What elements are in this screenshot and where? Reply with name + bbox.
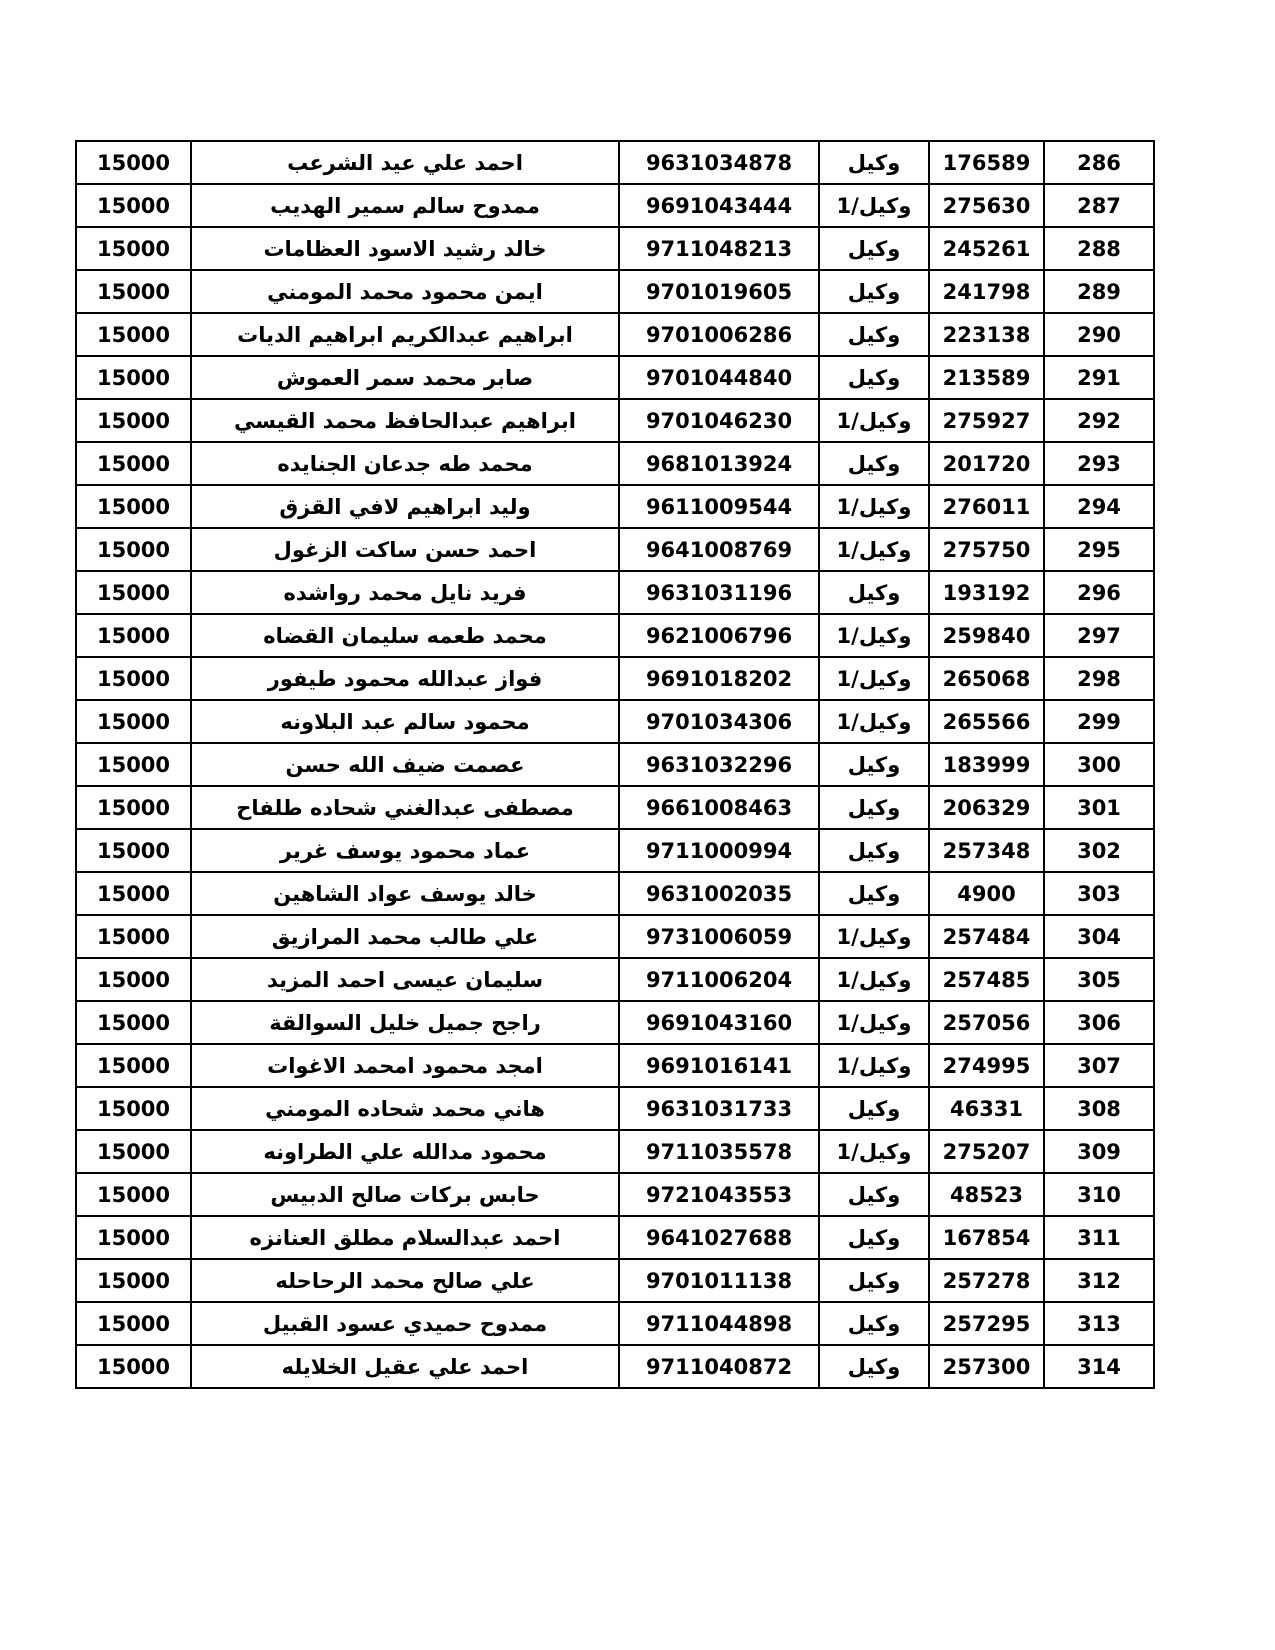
table-row (76, 1173, 1154, 1216)
cell-rank: وكيل (819, 786, 929, 829)
cell-national_id: 9711044898 (619, 1302, 819, 1345)
cell-serial: 287 (1044, 184, 1154, 227)
cell-rank: وكيل (819, 829, 929, 872)
cell-rank: وكيل/1 (819, 1001, 929, 1044)
cell-national_id: 9691043160 (619, 1001, 819, 1044)
cell-serial: 310 (1044, 1173, 1154, 1216)
cell-serial: 288 (1044, 227, 1154, 270)
cell-rank: وكيل (819, 313, 929, 356)
cell-name: سليمان عيسى احمد المزيد (191, 958, 619, 1001)
cell-number: 276011 (929, 485, 1044, 528)
cell-name: امجد محمود امحمد الاغوات (191, 1044, 619, 1087)
table-row (76, 1001, 1154, 1044)
cell-serial: 297 (1044, 614, 1154, 657)
table-row (76, 270, 1154, 313)
personnel-table (75, 140, 1155, 1389)
cell-national_id: 9621006796 (619, 614, 819, 657)
cell-rank: وكيل/1 (819, 1044, 929, 1087)
cell-number: 48523 (929, 1173, 1044, 1216)
cell-amount: 15000 (76, 1087, 191, 1130)
cell-serial: 308 (1044, 1087, 1154, 1130)
cell-number: 257300 (929, 1345, 1044, 1388)
table-row (76, 1087, 1154, 1130)
cell-name: محمد طه جدعان الجنايده (191, 442, 619, 485)
cell-amount: 15000 (76, 700, 191, 743)
cell-amount: 15000 (76, 1173, 191, 1216)
cell-amount: 15000 (76, 485, 191, 528)
cell-national_id: 9631031733 (619, 1087, 819, 1130)
table-row (76, 528, 1154, 571)
cell-name: راجح جميل خليل السوالقة (191, 1001, 619, 1044)
cell-number: 167854 (929, 1216, 1044, 1259)
cell-serial: 296 (1044, 571, 1154, 614)
cell-amount: 15000 (76, 141, 191, 184)
cell-name: محمود سالم عبد البلاونه (191, 700, 619, 743)
table-row (76, 829, 1154, 872)
cell-number: 176589 (929, 141, 1044, 184)
cell-number: 213589 (929, 356, 1044, 399)
cell-national_id: 9711040872 (619, 1345, 819, 1388)
cell-rank: وكيل/1 (819, 399, 929, 442)
cell-amount: 15000 (76, 958, 191, 1001)
cell-name: مصطفى عبدالغني شحاده طلفاح (191, 786, 619, 829)
cell-national_id: 9701034306 (619, 700, 819, 743)
cell-rank: وكيل/1 (819, 915, 929, 958)
table-row (76, 872, 1154, 915)
cell-rank: وكيل/1 (819, 485, 929, 528)
cell-serial: 289 (1044, 270, 1154, 313)
cell-name: هاني محمد شحاده المومني (191, 1087, 619, 1130)
cell-national_id: 9721043553 (619, 1173, 819, 1216)
cell-rank: وكيل/1 (819, 614, 929, 657)
cell-serial: 292 (1044, 399, 1154, 442)
cell-serial: 293 (1044, 442, 1154, 485)
cell-name: حابس بركات صالح الدبيس (191, 1173, 619, 1216)
table-row (76, 571, 1154, 614)
cell-number: 257295 (929, 1302, 1044, 1345)
cell-number: 245261 (929, 227, 1044, 270)
cell-name: فريد نايل محمد رواشده (191, 571, 619, 614)
table-row (76, 141, 1154, 184)
cell-number: 275207 (929, 1130, 1044, 1173)
cell-rank: وكيل (819, 141, 929, 184)
table-row (76, 356, 1154, 399)
cell-name: ايمن محمود محمد المومني (191, 270, 619, 313)
cell-name: ابراهيم عبدالحافظ محمد القيسي (191, 399, 619, 442)
cell-serial: 290 (1044, 313, 1154, 356)
cell-name: احمد علي عيد الشرعب (191, 141, 619, 184)
cell-number: 241798 (929, 270, 1044, 313)
cell-amount: 15000 (76, 829, 191, 872)
cell-serial: 301 (1044, 786, 1154, 829)
table-row (76, 614, 1154, 657)
table-row (76, 399, 1154, 442)
cell-name: ممدوح سالم سمير الهديب (191, 184, 619, 227)
cell-rank: وكيل/1 (819, 958, 929, 1001)
cell-number: 274995 (929, 1044, 1044, 1087)
cell-serial: 294 (1044, 485, 1154, 528)
cell-amount: 15000 (76, 399, 191, 442)
cell-serial: 307 (1044, 1044, 1154, 1087)
cell-national_id: 9631034878 (619, 141, 819, 184)
cell-name: علي صالح محمد الرحاحله (191, 1259, 619, 1302)
table-row (76, 1302, 1154, 1345)
cell-name: محمد طعمه سليمان القضاه (191, 614, 619, 657)
cell-national_id: 9701019605 (619, 270, 819, 313)
cell-rank: وكيل (819, 227, 929, 270)
cell-national_id: 9641008769 (619, 528, 819, 571)
cell-name: احمد حسن ساكت الزغول (191, 528, 619, 571)
cell-serial: 299 (1044, 700, 1154, 743)
table-row (76, 1216, 1154, 1259)
table-row (76, 313, 1154, 356)
cell-national_id: 9631002035 (619, 872, 819, 915)
cell-rank: وكيل/1 (819, 184, 929, 227)
table-row (76, 915, 1154, 958)
cell-number: 259840 (929, 614, 1044, 657)
cell-number: 257278 (929, 1259, 1044, 1302)
cell-rank: وكيل (819, 270, 929, 313)
cell-name: ممدوح حميدي عسود القبيل (191, 1302, 619, 1345)
cell-serial: 313 (1044, 1302, 1154, 1345)
cell-rank: وكيل (819, 1087, 929, 1130)
table-row (76, 1130, 1154, 1173)
table-row (76, 485, 1154, 528)
cell-name: فواز عبدالله محمود طيفور (191, 657, 619, 700)
table-row (76, 184, 1154, 227)
cell-number: 206329 (929, 786, 1044, 829)
cell-amount: 15000 (76, 1130, 191, 1173)
cell-serial: 304 (1044, 915, 1154, 958)
cell-amount: 15000 (76, 786, 191, 829)
cell-rank: وكيل/1 (819, 700, 929, 743)
cell-national_id: 9701011138 (619, 1259, 819, 1302)
cell-rank: وكيل (819, 442, 929, 485)
cell-serial: 309 (1044, 1130, 1154, 1173)
cell-national_id: 9691043444 (619, 184, 819, 227)
cell-number: 275750 (929, 528, 1044, 571)
cell-serial: 312 (1044, 1259, 1154, 1302)
cell-name: خالد يوسف عواد الشاهين (191, 872, 619, 915)
cell-amount: 15000 (76, 1302, 191, 1345)
cell-number: 183999 (929, 743, 1044, 786)
cell-amount: 15000 (76, 528, 191, 571)
cell-national_id: 9631032296 (619, 743, 819, 786)
cell-number: 223138 (929, 313, 1044, 356)
cell-national_id: 9661008463 (619, 786, 819, 829)
cell-serial: 286 (1044, 141, 1154, 184)
cell-number: 46331 (929, 1087, 1044, 1130)
cell-amount: 15000 (76, 1216, 191, 1259)
cell-amount: 15000 (76, 1345, 191, 1388)
table-row (76, 442, 1154, 485)
table-row (76, 700, 1154, 743)
cell-number: 257485 (929, 958, 1044, 1001)
cell-rank: وكيل (819, 872, 929, 915)
cell-number: 201720 (929, 442, 1044, 485)
cell-amount: 15000 (76, 184, 191, 227)
cell-national_id: 9711006204 (619, 958, 819, 1001)
cell-amount: 15000 (76, 442, 191, 485)
personnel-table-body (76, 141, 1154, 1388)
cell-national_id: 9711035578 (619, 1130, 819, 1173)
cell-rank: وكيل (819, 743, 929, 786)
cell-number: 275927 (929, 399, 1044, 442)
cell-name: احمد علي عقيل الخلايله (191, 1345, 619, 1388)
cell-serial: 311 (1044, 1216, 1154, 1259)
cell-rank: وكيل (819, 1259, 929, 1302)
cell-national_id: 9681013924 (619, 442, 819, 485)
cell-rank: وكيل (819, 1216, 929, 1259)
table-row (76, 657, 1154, 700)
table-row (76, 958, 1154, 1001)
cell-number: 257484 (929, 915, 1044, 958)
cell-rank: وكيل (819, 1173, 929, 1216)
cell-amount: 15000 (76, 270, 191, 313)
cell-national_id: 9631031196 (619, 571, 819, 614)
cell-name: ابراهيم عبدالكريم ابراهيم الديات (191, 313, 619, 356)
cell-number: 4900 (929, 872, 1044, 915)
cell-number: 193192 (929, 571, 1044, 614)
cell-national_id: 9701006286 (619, 313, 819, 356)
cell-rank: وكيل/1 (819, 657, 929, 700)
cell-amount: 15000 (76, 356, 191, 399)
cell-serial: 298 (1044, 657, 1154, 700)
cell-amount: 15000 (76, 1259, 191, 1302)
table-row (76, 1259, 1154, 1302)
cell-amount: 15000 (76, 1044, 191, 1087)
cell-amount: 15000 (76, 657, 191, 700)
cell-name: علي طالب محمد المرازيق (191, 915, 619, 958)
cell-number: 257056 (929, 1001, 1044, 1044)
cell-national_id: 9691016141 (619, 1044, 819, 1087)
cell-serial: 300 (1044, 743, 1154, 786)
cell-serial: 303 (1044, 872, 1154, 915)
cell-serial: 295 (1044, 528, 1154, 571)
cell-national_id: 9691018202 (619, 657, 819, 700)
cell-serial: 314 (1044, 1345, 1154, 1388)
cell-national_id: 9711000994 (619, 829, 819, 872)
cell-amount: 15000 (76, 915, 191, 958)
cell-name: صابر محمد سمر العموش (191, 356, 619, 399)
cell-rank: وكيل/1 (819, 1130, 929, 1173)
cell-national_id: 9731006059 (619, 915, 819, 958)
cell-national_id: 9641027688 (619, 1216, 819, 1259)
table-row (76, 786, 1154, 829)
cell-name: عماد محمود يوسف غرير (191, 829, 619, 872)
cell-serial: 305 (1044, 958, 1154, 1001)
table-row (76, 1345, 1154, 1388)
cell-number: 275630 (929, 184, 1044, 227)
cell-amount: 15000 (76, 313, 191, 356)
cell-name: احمد عبدالسلام مطلق العنانزه (191, 1216, 619, 1259)
cell-amount: 15000 (76, 227, 191, 270)
cell-amount: 15000 (76, 743, 191, 786)
cell-name: خالد رشيد الاسود العظامات (191, 227, 619, 270)
cell-amount: 15000 (76, 614, 191, 657)
cell-rank: وكيل (819, 571, 929, 614)
cell-rank: وكيل (819, 1302, 929, 1345)
cell-serial: 291 (1044, 356, 1154, 399)
cell-amount: 15000 (76, 1001, 191, 1044)
cell-number: 257348 (929, 829, 1044, 872)
cell-national_id: 9611009544 (619, 485, 819, 528)
cell-serial: 302 (1044, 829, 1154, 872)
cell-number: 265068 (929, 657, 1044, 700)
cell-national_id: 9701046230 (619, 399, 819, 442)
cell-rank: وكيل (819, 356, 929, 399)
cell-amount: 15000 (76, 571, 191, 614)
cell-name: عصمت ضيف الله حسن (191, 743, 619, 786)
cell-rank: وكيل (819, 1345, 929, 1388)
cell-national_id: 9711048213 (619, 227, 819, 270)
table-row (76, 743, 1154, 786)
cell-name: محمود مدالله علي الطراونه (191, 1130, 619, 1173)
cell-name: وليد ابراهيم لافي القزق (191, 485, 619, 528)
cell-rank: وكيل/1 (819, 528, 929, 571)
cell-number: 265566 (929, 700, 1044, 743)
cell-national_id: 9701044840 (619, 356, 819, 399)
table-row (76, 227, 1154, 270)
cell-amount: 15000 (76, 872, 191, 915)
cell-serial: 306 (1044, 1001, 1154, 1044)
table-row (76, 1044, 1154, 1087)
